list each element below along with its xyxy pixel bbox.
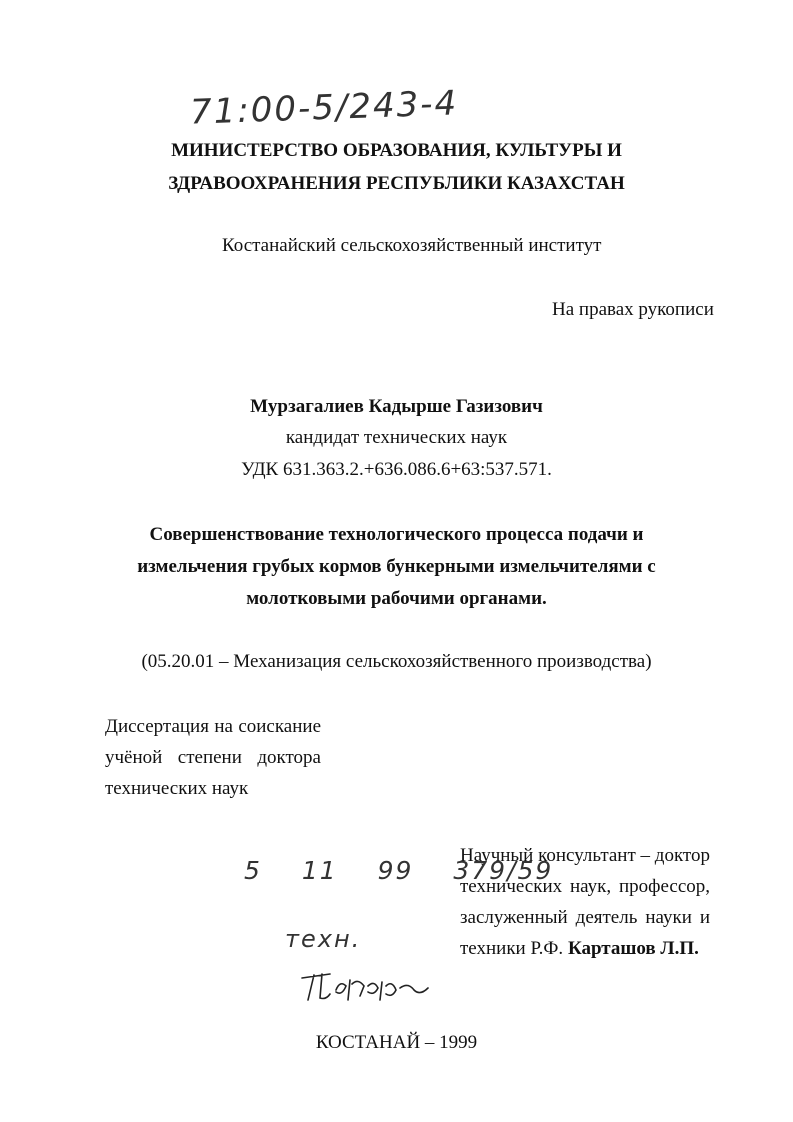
- author-name: Мурзагалиев Кадырше Газизович: [250, 396, 543, 417]
- signature-handwritten: [296, 960, 436, 1010]
- ministry-line-1: МИНИСТЕРСТВО ОБРАЗОВАНИЯ, КУЛЬТУРЫ И: [171, 140, 622, 161]
- consultant-prefix: техники Р.Ф.: [460, 938, 568, 959]
- institute-name: Костанайский сельскохозяйственный институт: [222, 235, 602, 256]
- date-note-handwritten: 5 11 99 379/59: [244, 856, 554, 885]
- title-line-2: измельчения грубых кормов бункерными измельчителями с: [137, 556, 656, 577]
- consultant-line-4: [460, 938, 710, 960]
- consultant-name: Карташов Л.П.: [567, 938, 699, 959]
- title-line-1: Совершенствование технологического процесса подачи и: [149, 524, 644, 545]
- dissertation-line-1: Диссертация на соискание: [105, 716, 321, 737]
- dissertation-line-2: учёной степени доктора: [105, 747, 321, 768]
- dissertation-line-3: технических наук: [105, 778, 249, 799]
- consultant-line-3: заслуженный деятель науки и: [460, 907, 710, 928]
- dissertation-block: [105, 716, 321, 800]
- ministry-line-2: ЗДРАВООХРАНЕНИЯ РЕСПУБЛИКИ КАЗАХСТАН: [168, 173, 625, 194]
- consultant-line-2: технических наук, профессор,: [460, 876, 710, 897]
- note-word-handwritten: техн.: [285, 925, 362, 953]
- specialty-code: (05.20.01 – Механизация сельскохозяйственного производства): [141, 651, 652, 672]
- footer-city-year: КОСТАНАЙ – 1999: [315, 1032, 478, 1053]
- manuscript-rights-note: На правах рукописи: [552, 299, 714, 320]
- title-line-3: молотковыми рабочими органами.: [246, 588, 547, 609]
- consultant-line-1: Научный консультант – доктор: [460, 845, 710, 866]
- archive-code-handwritten: 71:00-5/243-4: [189, 83, 459, 133]
- author-degree: кандидат технических наук: [285, 427, 508, 448]
- udc-code: УДК 631.363.2.+636.086.6+63:537.571.: [241, 459, 552, 480]
